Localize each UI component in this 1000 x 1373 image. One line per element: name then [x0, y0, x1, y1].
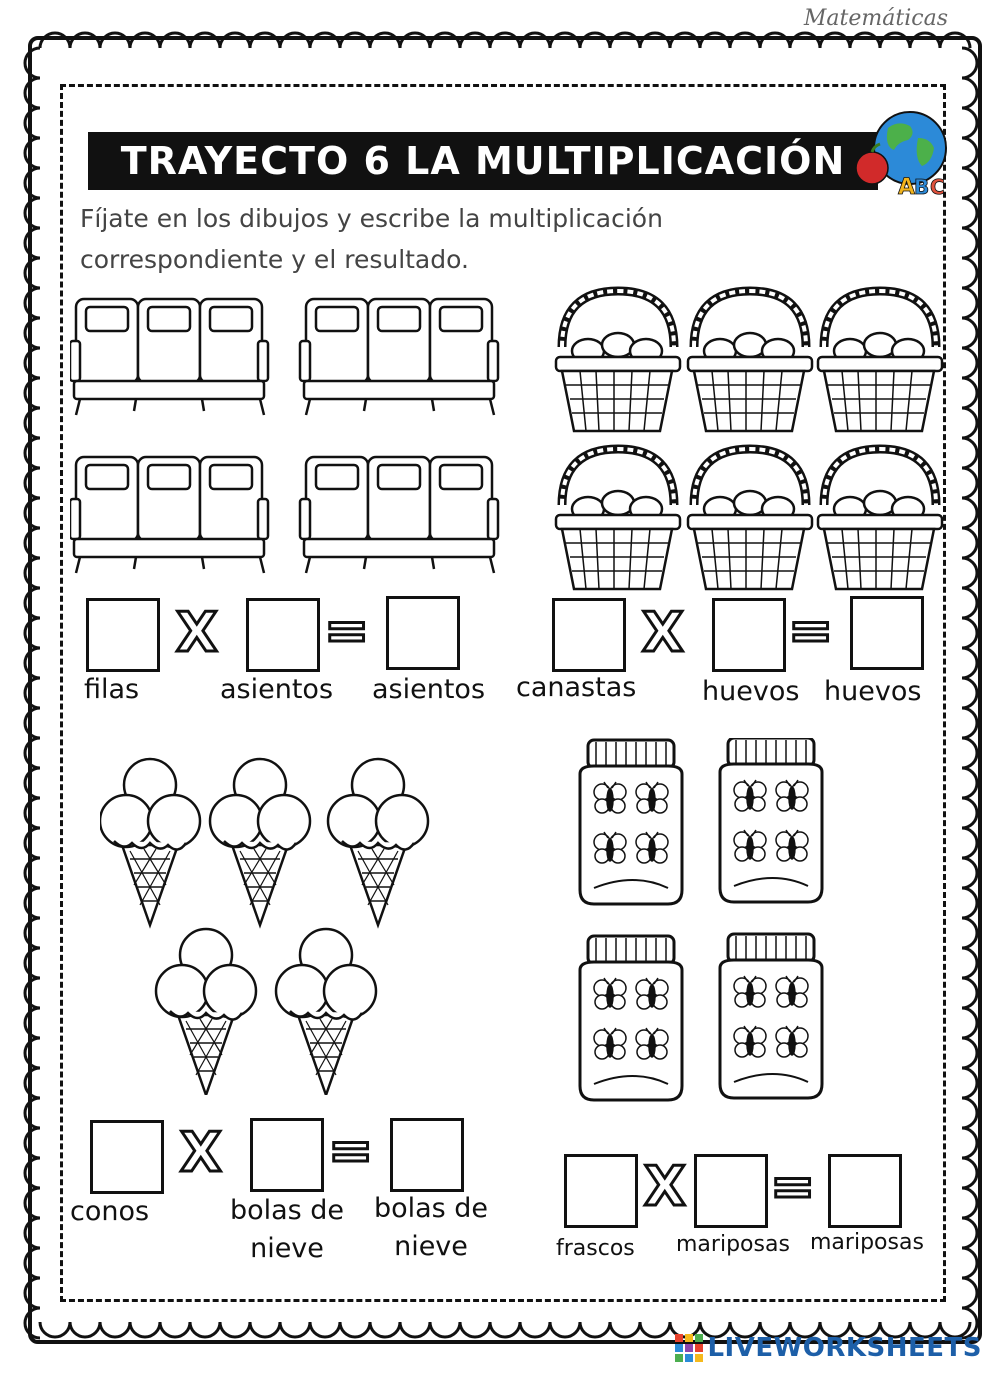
svg-text:A: A — [898, 175, 916, 200]
label-huevos-factor: huevos — [702, 676, 800, 707]
label-canastas: canastas — [516, 672, 637, 703]
answer-box-bolas-factor[interactable] — [250, 1118, 324, 1192]
answer-box-huevos-result[interactable] — [850, 596, 924, 670]
answer-box-asientos-result[interactable] — [386, 596, 460, 670]
label-bolas-factor: bolas de nieve — [229, 1195, 345, 1264]
equals-sign: = — [770, 1155, 816, 1218]
instructions-line-1: Fíjate en los dibujos y escribe la multiplicación — [80, 204, 663, 233]
answer-box-bolas-result[interactable] — [390, 1118, 464, 1192]
times-sign: X — [180, 1121, 222, 1184]
times-sign: X — [176, 601, 218, 664]
answer-box-frascos[interactable] — [564, 1154, 638, 1228]
liveworksheets-footer — [675, 1333, 982, 1363]
answer-box-filas[interactable] — [86, 598, 160, 672]
label-bolas-result: bolas de nieve — [373, 1193, 489, 1262]
liveworksheets-logo-icon — [675, 1334, 703, 1362]
worksheet-title: TRAYECTO 6 LA MULTIPLICACIÓN — [88, 132, 878, 190]
label-huevos-result: huevos — [824, 676, 922, 707]
egg-baskets-illustration — [552, 285, 944, 595]
instructions-line-2: correspondiente y el resultado. — [80, 245, 469, 274]
answer-box-huevos-factor[interactable] — [712, 598, 786, 672]
answer-box-mariposas-factor[interactable] — [694, 1154, 768, 1228]
instructions — [80, 198, 800, 280]
label-asientos-factor: asientos — [220, 674, 334, 705]
label-conos: conos — [70, 1196, 150, 1227]
globe-apple-abc-icon — [852, 108, 952, 200]
answer-box-canastas[interactable] — [552, 598, 626, 672]
svg-text:C: C — [930, 175, 945, 199]
liveworksheets-brand: LIVEWORKSHEETS — [707, 1333, 982, 1363]
ice-cream-cones-illustration — [100, 755, 430, 1095]
svg-text:B: B — [914, 175, 930, 199]
equals-sign: = — [324, 599, 370, 662]
answer-box-asientos-factor[interactable] — [246, 598, 320, 672]
times-sign: X — [642, 601, 684, 664]
answer-box-conos[interactable] — [90, 1120, 164, 1194]
label-mariposas-factor: mariposas — [676, 1232, 790, 1257]
subject-label: Matemáticas — [803, 6, 948, 31]
butterfly-jars-illustration — [570, 738, 850, 1108]
cinema-seats-illustration — [70, 285, 530, 585]
label-frascos: frascos — [556, 1236, 635, 1261]
label-mariposas-result: mariposas — [810, 1230, 924, 1255]
label-asientos-result: asientos — [372, 674, 486, 705]
equals-sign: = — [328, 1119, 374, 1182]
times-sign: X — [644, 1155, 686, 1218]
answer-box-mariposas-result[interactable] — [828, 1154, 902, 1228]
label-filas: filas — [84, 674, 140, 705]
equals-sign: = — [788, 599, 834, 662]
